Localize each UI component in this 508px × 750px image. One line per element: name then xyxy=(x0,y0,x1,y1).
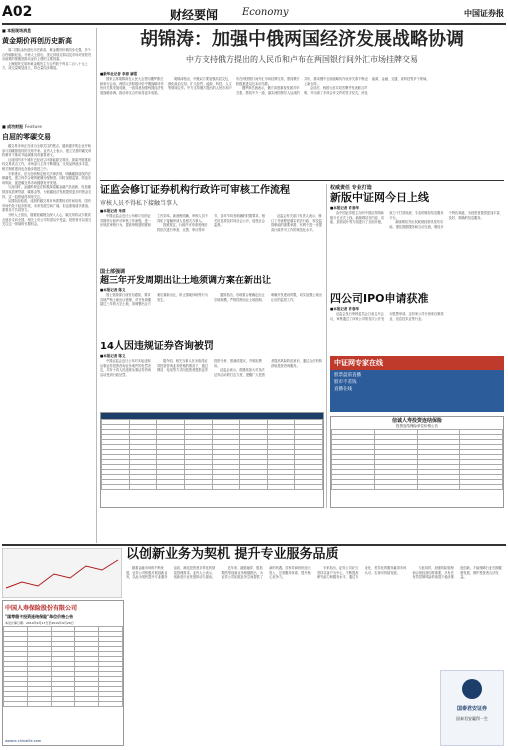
left-column xyxy=(2,28,94,543)
ad-insurance-table xyxy=(331,429,503,490)
story-csnet xyxy=(330,184,504,284)
table-cell xyxy=(27,702,51,707)
ad-chinalife-table xyxy=(3,626,123,707)
ad-insurance-subtitle: 投资连结保险单位价格公告 xyxy=(396,424,438,428)
story6-byline: ■本报记者 许春华 xyxy=(330,307,360,311)
ad-chinalife-name: 中国人寿保险股份有限公司 xyxy=(5,605,78,612)
banner xyxy=(126,548,504,562)
story5-byline: ■本报记者 许春华 xyxy=(330,206,360,210)
bottom-left-chart xyxy=(2,548,122,598)
story-penalty xyxy=(100,340,324,410)
story3-byline: ■本报记者 陈义 xyxy=(100,288,126,292)
table-row xyxy=(332,485,503,490)
ad-insurance-title: 信诚人寿投资连结保险 xyxy=(391,418,442,424)
story6-title: 四公司IPO申请获准 xyxy=(330,292,429,305)
story2-title: 证监会修订证券机构行政许可审核工作流程 xyxy=(100,185,290,196)
lead-title: 胡锦涛：加强中俄两国经济发展战略协调 xyxy=(140,29,464,50)
section-title-en: Economy xyxy=(242,7,289,18)
column-divider-right xyxy=(326,184,327,508)
market-data-table xyxy=(100,412,324,508)
lead-subtitle: 中方支持俄方提出的人民币和卢布在两国银行间外汇市场挂牌交易 xyxy=(186,55,418,64)
story5-body: 由中国证券报主办的中国证券网新版今日正式上线。新版网站在内容、功能、页面设计等方面进行了全面升级，致力于打造权威、专业的财经信息服务平台。 新版网站突出权威财经资讯发布功能，强化数据服务和互动交流，增设多个特色频道，为投资者提供更加丰富、及时、准确的信息服务。 xyxy=(330,211,503,229)
ad-csnet-row[interactable]: 直播在线 xyxy=(334,387,352,392)
story4-body: 中国证监会近日公布对多起违规从事证券投资咨询业务案件的处罚决定，共有十四人因违规从事证券咨询活动受到行政处罚。 据介绍，相关当事人在未取得证券投资咨询业务资格的情况下，通过网站、电话等方式向投资者提供证券投资分析、预测或建议，并收取费用。 证监会表示，将继续加大对非法证券活动的打击力度，提醒广大投资者提高风险防范意识，通过合法机构获取投资咨询服务。 xyxy=(100,359,322,377)
left-news-title: 黄金期价再创历史新高 xyxy=(2,37,72,45)
section-title: 财经要闻 xyxy=(170,8,219,22)
table-cell xyxy=(75,702,99,707)
story2-byline: ■本报记者 朱茵 xyxy=(100,209,126,213)
table-cell xyxy=(184,485,212,490)
table-cell xyxy=(129,485,157,490)
table-row xyxy=(4,702,123,707)
table-cell xyxy=(332,485,375,490)
story5-kicker: 权威责任 专业打造 xyxy=(330,185,372,191)
story-land xyxy=(100,268,324,336)
left-feature-title: 自屈的零碳交易 xyxy=(2,133,51,141)
guotai-slogan: 国泰君安赢得一生 xyxy=(456,716,488,721)
banner-body: 随着金融市场的不断发展，证券公司积极开展创新业务，以此为契机提升专业服务品质，满足投资者多样化的财富管理需求。业内人士表示，创新是行业发展的动力源泉。 近年来，融资融券、股指期货等创新业务相继推出，为证券公司拓展业务空间提供了新的机遇。各家券商纷纷加大投入，完善服务体系，提升核心竞争力。 专家指出，证券公司应当坚持以客户为中心，不断提高研究能力和服务水平，通过专业化、差异化的服务赢得市场认可，实现可持续发展。 与此同时，加强风险管理和合规经营同样重要，只有在有效控制风险的前提下稳步推进创新，才能保障行业长期健康发展，维护投资者合法权益。 xyxy=(126,566,502,580)
guotai-name: 国泰君安证券 xyxy=(456,706,487,712)
ad-insurance-notice xyxy=(330,416,504,508)
story4-title: 14人因违规证券咨询被罚 xyxy=(100,341,214,352)
ad-csnet-row[interactable]: 股票盘前直播 xyxy=(334,373,361,378)
left-feature-kicker: ■ 成功财报 Feature xyxy=(2,124,43,129)
story2-subtitle: 审核人员不得私下接触当事人 xyxy=(100,200,179,207)
table-cell xyxy=(295,485,323,490)
lead-body xyxy=(100,72,504,176)
story5-title: 新版中证网今日上线 xyxy=(330,191,429,204)
ad-guotai-junan[interactable] xyxy=(440,670,504,746)
story3-title: 超三年开发周期出让土地须调方案在新出让 xyxy=(100,276,272,286)
masthead-rule xyxy=(2,23,506,25)
ad-csnet-row[interactable]: 股市不差钱 xyxy=(334,380,357,385)
ad-csnet-title: 中证网专家在线 xyxy=(330,356,504,370)
story4-byline: ■本报记者 陈义 xyxy=(100,354,126,358)
ad-csnet-rows xyxy=(330,370,504,395)
left-news-body: 周二国际金价创出历史新高，黄金期货价格同步走强，多个合约刷新纪录。分析人士指出，美元持续走弱以及市场对宽松货币政策的预期是推动金价上涨的主要因素。 上海期货交易所黄金期货主力合约收于每克二百八十元上方，成交量明显放大，持仓量同步增加。 xyxy=(2,48,92,71)
table-cell xyxy=(102,485,130,490)
story3-body: 国土资源部日前发布通知，要求各地严格土地出让管理，对开发周期超过三年的大宗土地，须调整出让方案后重新出让，防止囤地炒地等行为发生。 通知指出，各地要合理确定出让宗地规模，严格控制出让土地面积，明确开发建设时限，切实加强土地出让后的监管工作。 xyxy=(100,293,322,307)
story3-kicker: 国土部强调 xyxy=(100,269,126,275)
story-ipo xyxy=(330,292,504,352)
market-table xyxy=(101,419,323,490)
table-cell xyxy=(460,485,503,490)
table-cell xyxy=(267,485,295,490)
ad-csnet-experts[interactable] xyxy=(330,356,504,412)
bottom-rule xyxy=(2,544,506,546)
table-cell xyxy=(240,485,268,490)
table-cell xyxy=(212,485,240,490)
ad-china-life xyxy=(2,600,124,746)
ad-chinalife-sub: "国寿稳卡投资连结保险"单位价格公告 xyxy=(5,614,74,619)
table-row xyxy=(102,485,323,490)
table-cell xyxy=(374,485,417,490)
ad-chinalife-url[interactable]: www.e-chinalife.com xyxy=(5,739,42,743)
ad-chinalife-period: 本次计算日期：2010年9月17日至2010年9月26日 xyxy=(5,621,74,625)
lead-story xyxy=(100,28,504,178)
paper-name: 中国证券报 xyxy=(464,8,504,18)
bottom-mini-chart xyxy=(2,548,122,598)
story-securities-review xyxy=(100,184,324,264)
left-news-kicker: ■ 本报现场消息 xyxy=(2,28,32,33)
banner-title: 以创新业务为契机 提升专业服务品质 xyxy=(126,547,339,562)
table-cell xyxy=(157,485,185,490)
table-cell xyxy=(51,702,75,707)
lead-text: 国家主席胡锦涛在人民大会堂同俄罗斯总统举行会谈。两国元首积极评价中俄战略协作伙伴关系发展成就，一致同意加强两国经济发展战略协调，推动务实合作取得更多成果。 胡锦涛指出，中俄双方要加强高层交往，深化政治互信，扩大经贸、能源、科技、人文等领域合作。中方支持俄方提出的人民币和卢布在两国银行间外汇市场挂牌交易，愿同俄方积极推进双边本币结算。 俄罗斯总统表示，俄方高度重视发展对华关系，愿同中方一道，落实两国领导人达成的共识，推动俄中全面战略协作伙伴关系不断迈上新台阶。 会谈后，两国元首共同签署并发表联合声明，并出席了多项合作文件的签字仪式，涉及能源、金融、交通、高科技等多个领域。 xyxy=(100,77,430,95)
masthead xyxy=(2,4,506,24)
table-cell xyxy=(99,702,123,707)
story2-body: 中国证监会近日公布修订后的证券期货行政许可审核工作流程，进一步规范审核行为，提高审核透明度和工作效率。新流程明确，审核人员不得私下接触申请人及相关当事人。 按照规定，行政许可申请受理后将依次进行审查、反馈、审议等环节，各环节均有明确的时限要求，相关信息将及时向社会公开，接受社会监督。 证监会有关部门负责人表示，修订工作流程是落实依法行政、转变监管职能的重要举措，有利于进一步提高行政许可工作的规范化水平。 xyxy=(100,214,322,232)
story6-body: 证监会发行审核委员会日前召开会议，审核通过了四家公司的首次公开发行股票申请。这四家公司分别来自制造业、信息技术业等行业。 xyxy=(330,312,444,321)
lead-rule xyxy=(100,180,504,181)
column-divider xyxy=(96,28,97,543)
left-feature-body: 碳交易市场正在成为全球关注的焦点，越来越多的企业开始参与到碳排放权的交易中来。业内人士表示，建立完善的碳交易机制对于推动节能减排具有重要意义。 目前国内多个城市已经设立环境能源交易所，探索开展排放权交易试点工作，市场参与主体不断增加，交易品种逐步丰富，相关制度建设也在稳步推进之中。 专家建议，应当加快制定相关法律法规，明确碳排放权的法律属性，建立科学合理的配额分配制度，同时加强监管，防范市场风险，促进碳交易市场健康有序发展。 与此同时，金融机构也在积极探索碳金融产品创新，包括碳排放权质押贷款、碳基金等，为低碳经济发展提供更多的资金支持，这一趋势值得持续关注。 从国际经验看，成熟的碳交易市场需要较长时间培育，国内市场仍处于起步阶段，未来发展空间广阔，但也面临诸多挑战，需要各方共同努力。 分析人士指出，随着低碳理念深入人心，碳交易将从少数试点逐步走向全国，相关上市公司有望从中受益，投资者可以适当关注这一领域的长期机会。 xyxy=(2,144,92,227)
lead-byline: ■新华社记者 李春 廖雷 xyxy=(100,72,138,76)
page-number: A02 xyxy=(2,4,33,20)
table-cell xyxy=(4,702,28,707)
table-cell xyxy=(417,485,460,490)
guotai-logo-icon xyxy=(462,679,482,699)
